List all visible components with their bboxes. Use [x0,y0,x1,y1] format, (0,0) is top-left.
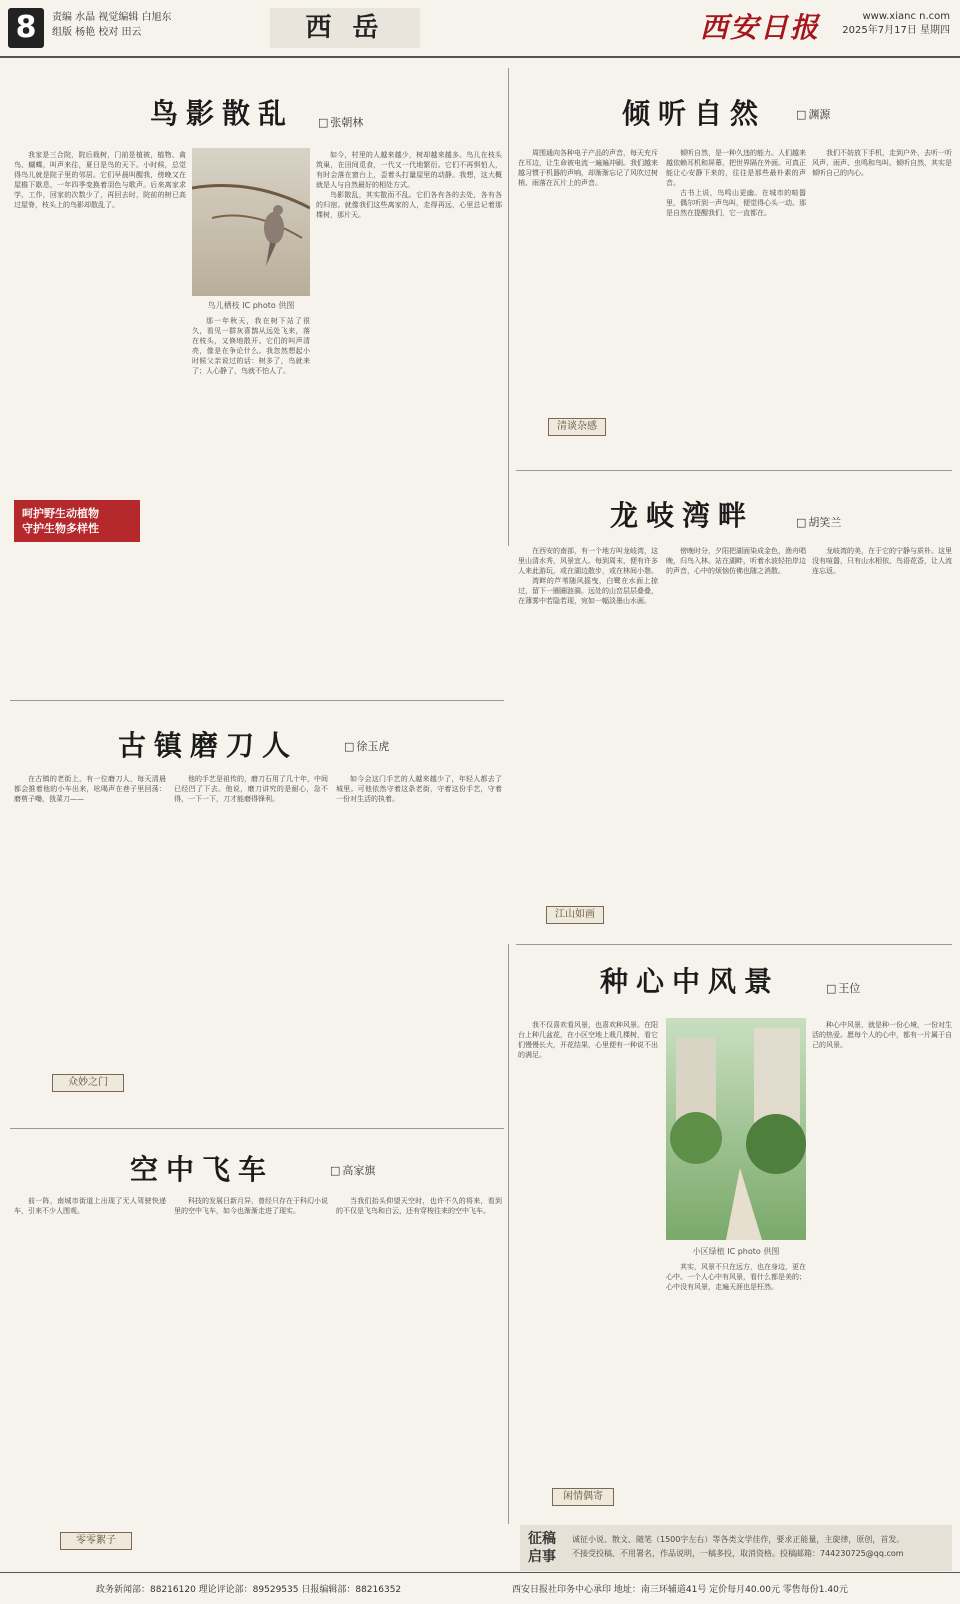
paragraph: 湾畔的芦苇随风摇曳，白鹭在水面上掠过，留下一圈圈涟漪。远处的山峦层层叠叠，在薄雾中若隐若现，宛如一幅淡墨山水画。 [518,577,658,605]
notice-line: 诚征小说、散文、随笔（1500字左右）等各类文学佳作，要求正能量，主旋律，原创，首发。 [572,1535,905,1544]
footer-printing: 西安日报社印务中心承印 地址：南三环辅道41号 定价每月40.00元 零售每份1.40元 [512,1585,848,1595]
article-body [174,774,328,1104]
section-title: 西 岳 [270,8,420,48]
article-body [336,1196,502,1546]
article-body [812,1020,952,1516]
photo-caption: 小区绿植 IC photo 供图 [692,1247,780,1256]
callout-line: 呵护野生动植物 [22,507,99,520]
footer-contacts: 政务新闻部：88216120 理论评论部：89529535 日报编辑部：88216352 [96,1585,402,1595]
submission-notice [520,1525,952,1571]
masthead-info [836,10,950,38]
article-body [316,150,502,554]
paragraph: 龙岐湾的美，在于它的宁静与质朴。这里没有喧嚣，只有山水相依、鸟语花香，让人流连忘返。 [812,547,952,575]
article-body [666,148,806,438]
article-body [336,774,502,1104]
photo-caption: 鸟儿栖枝 IC photo 供图 [207,301,295,310]
column-stamp: 闲情偶寄 [552,1488,614,1506]
paragraph: 前一阵，南城市街道上出现了无人驾驶快递车，引来不少人围观。 [14,1197,166,1215]
paragraph: 我们不妨放下手机，走到户外，去听一听风声、雨声、虫鸣和鸟叫。倾听自然，其实是倾听自己的内心。 [812,149,952,177]
page-footer [0,1572,960,1604]
callout-box [14,500,140,542]
paragraph: 傍晚时分，夕阳把湖面染成金色，渔舟唱晚，归鸟入林。站在湖畔，听着水波轻拍岸边的声音，心中的烦恼仿佛也随之消散。 [666,547,806,575]
article-body [14,774,166,1054]
article-body [14,1196,166,1496]
paragraph: 倾听自然，是一种久违的能力。人们越来越依赖耳机和屏幕，把世界隔在外面。可真正能让心安静下来的，往往是那些最朴素的声音。 [666,149,806,187]
paragraph: 在西安的南部，有一个地方叫龙岐湾，这里山清水秀，风景宜人。每到周末，便有许多人来此游玩，或在湖边散步，或在林间小憩。 [518,547,658,575]
notice-label-top: 征稿 [528,1531,556,1547]
article-body [812,148,952,438]
article-author: □ 渊源 [796,106,830,122]
editors-line: 责编 水晶 视觉编辑 白旭东 [52,12,172,23]
article-title: 古镇磨刀人 [118,729,299,762]
paragraph: 当我们抬头仰望天空时，也许不久的将来，看到的不仅是飞鸟和白云，还有穿梭往来的空中飞车。 [336,1197,502,1215]
article-divider [10,700,504,701]
article-body [518,546,658,896]
page-number: 8 [8,8,44,48]
paragraph: 古书上说，鸟鸣山更幽。在城市的喧嚣里，偶尔听到一声鸟叫，便觉得心头一动。那是自然在提醒我们，它一直都在。 [666,189,806,217]
article-photo [666,1018,806,1240]
website[interactable]: www.xianc n.com [862,11,950,22]
article-title: 空中飞车 [130,1153,275,1186]
article-title: 龙岐湾畔 [610,499,755,532]
notice-line: 不接受投稿、不用署名，作品说明，一稿多投，取消资格。投稿邮箱：744230725@qq.com [572,1549,904,1558]
paragraph: 在古镇的老街上，有一位磨刀人，每天清晨都会推着他的小车出来，吆喝声在巷子里回荡：磨剪子嘞，戗菜刀—— [14,775,166,803]
column-stamp: 清谈杂感 [548,418,606,436]
article-body [192,316,310,556]
garden-photo-icon [666,1018,806,1240]
notice-label-bottom: 启事 [528,1549,556,1565]
column-stamp: 众妙之门 [52,1074,124,1092]
bird-photo-icon [192,148,310,296]
paragraph: 我不仅喜欢看风景，也喜欢种风景。在阳台上种几盆花，在小区空地上栽几棵树，看它们慢慢长大，开花结果，心里便有一种说不出的满足。 [518,1021,658,1059]
article-body [174,1196,328,1546]
callout-line: 守护生物多样性 [22,522,99,535]
article-divider [516,944,952,945]
article-author: □ 张朝林 [318,114,363,130]
newspaper-logo: 西安日报 [700,11,821,44]
article-body [14,150,186,470]
article-body [812,546,952,926]
article-author: □ 高家旗 [330,1162,375,1178]
article-title: 鸟影散乱 [150,97,295,130]
paragraph: 鸟影散乱，其实散而不乱。它们各有各的去处，各有各的归宿。就像我们这些离家的人，走得再远，心里总记着那棵树，那片天。 [316,191,502,219]
column-stamp: 零零絮子 [60,1532,132,1550]
paragraph: 如今会这门手艺的人越来越少了，年轻人都去了城里。可他依然守着这条老街，守着这份手艺，守着一份对生活的执着。 [336,775,502,803]
column-divider [508,68,509,546]
paragraph: 他的手艺是祖传的，磨刀石用了几十年，中间已经凹了下去。他说，磨刀讲究的是耐心，急不得，一下一下，刀才能磨得锋利。 [174,775,328,803]
article-author: □ 胡笑兰 [796,514,841,530]
article-divider [10,1128,504,1129]
article-photo [192,148,310,296]
article-body [666,1262,806,1512]
column-stamp: 江山如画 [546,906,604,924]
article-author: □ 王位 [826,980,860,996]
paragraph: 周围通向各种电子产品的声音，每天充斥在耳边，让生命被电流一遍遍冲刷。我们越来越习惯于机器的声响，却渐渐忘记了风吹过树梢、雨落在瓦片上的声音。 [518,149,658,187]
article-title: 种心中风景 [600,965,781,998]
notice-label [528,1530,556,1566]
article-body [518,1020,658,1420]
article-divider [516,470,952,471]
paragraph: 那一年秋天，我在树下站了很久，看见一群灰喜鹊从远处飞来，落在枝头，又倏地散开。它们的叫声清亮，像是在争论什么。我忽然想起小时候父亲说过的话：树多了，鸟就来了；人心静了，鸟就不怕人了。 [192,317,310,375]
article-body [666,546,806,926]
editors-line: 组版 杨艳 校对 田云 [52,27,142,38]
article-author: □ 徐玉虎 [344,738,389,754]
paragraph: 我家是三合院，院后栽树，门前是植被，植物、禽鸟、蝴蝶，叫声来往，夏日是鸟的天下。小时候，总觉得鸟儿就是院子里的邻居。它们早晨叫醒我，傍晚又在屋檐下歇息，一年四季变换着羽色与歌声。后来离家求学、工作，回家的次数少了，再回去时，院前的树已高过屋脊，枝头上的鸟影却散乱了。 [14,151,186,209]
article-title: 倾听自然 [622,97,767,130]
paragraph: 种心中风景，就是种一份心境，一份对生活的热爱。愿每个人的心中，都有一片属于自己的风景。 [812,1021,952,1049]
paragraph: 其实，风景不只在远方，也在身边，更在心中。一个人心中有风景，看什么都是美的；心中没有风景，走遍天涯也是枉然。 [666,1263,806,1291]
paragraph: 科技的发展日新月异，曾经只存在于科幻小说里的空中飞车，如今也渐渐走进了现实。 [174,1197,328,1215]
column-divider [508,944,509,1524]
article-body [518,148,658,438]
editors-credit [52,10,232,40]
notice-text [572,1533,944,1561]
paragraph: 如今，村里的人越来越少，树却越来越多。鸟儿在枝头筑巢，在田间觅食，一代又一代地繁衍。它们不再惧怕人，有时会落在窗台上，歪着头打量屋里的动静。我想，这大概就是人与自然最好的相处方式。 [316,151,502,189]
issue-date: 2025年7月17日 星期四 [842,25,950,36]
